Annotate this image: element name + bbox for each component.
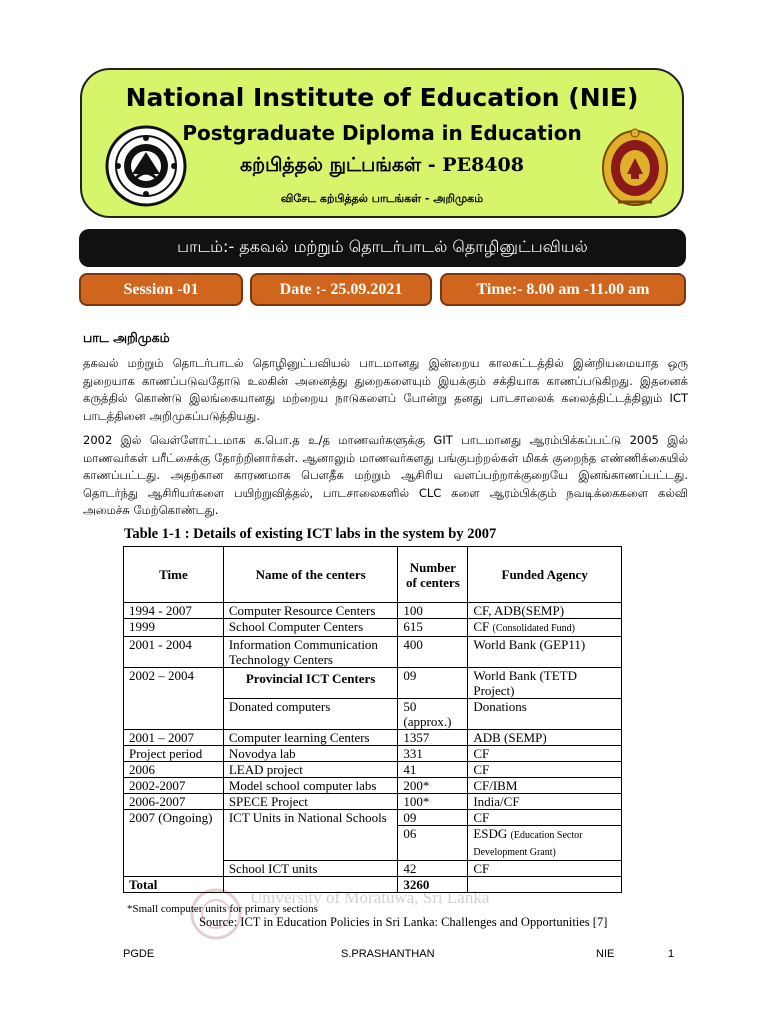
center-name-cell: Information Communication Technology Centers: [223, 637, 398, 668]
agency-cell: ADB (SEMP): [468, 730, 622, 746]
agency-cell: World Bank (TETD Project): [468, 668, 622, 699]
center-name-cell: SPECE Project: [223, 794, 398, 810]
table-row: [124, 794, 622, 810]
number-cell: 200*: [398, 778, 468, 794]
center-name-cell: ICT Units in National Schools: [223, 810, 398, 861]
agency-cell: India/CF: [468, 794, 622, 810]
number-cell: 1357: [398, 730, 468, 746]
agency-text: CF: [473, 619, 490, 634]
table-caption: Table 1-1 : Details of existing ICT labs in the system by 2007: [124, 526, 497, 542]
center-name-cell: School ICT units: [223, 861, 398, 877]
agency-cell: [468, 619, 622, 637]
column-header: Number of centers: [398, 547, 468, 603]
ict-labs-table: [123, 546, 622, 893]
institute-title: National Institute of Education (NIE): [125, 83, 639, 112]
time-cell: Project period: [124, 746, 224, 762]
time-cell: 2006-2007: [124, 794, 224, 810]
agency-cell: CF, ADB(SEMP): [468, 603, 622, 619]
subject-bar: பாடம்:- தகவல் மற்றும் தொடர்பாடல் தொழினுட்பவியல்: [79, 229, 686, 267]
center-name-cell: School Computer Centers: [223, 619, 398, 637]
table-header-row: [124, 547, 622, 603]
agency-cell: CF: [468, 762, 622, 778]
center-name-cell: Donated computers: [223, 699, 398, 730]
center-name-cell: LEAD project: [223, 762, 398, 778]
agency-cell: CF: [468, 746, 622, 762]
number-cell: 331: [398, 746, 468, 762]
number-cell: 100*: [398, 794, 468, 810]
table-row: [124, 746, 622, 762]
agency-text: ESDG: [473, 826, 508, 841]
time-cell: 2002 – 2004: [124, 668, 224, 730]
page-number: 1: [668, 948, 675, 960]
watermark-text: University of Moratuwa, Sri Lanka: [250, 888, 490, 907]
table-row: [124, 778, 622, 794]
agency-note: (Consolidated Fund): [492, 623, 575, 634]
table-row: [124, 810, 622, 826]
center-name-cell: Provincial ICT Centers: [223, 668, 398, 699]
column-header: Time: [124, 547, 224, 603]
section-heading: பாட அறிமுகம்: [83, 330, 170, 345]
time-cell: 1994 - 2007: [124, 603, 224, 619]
column-header: Name of the centers: [223, 547, 398, 603]
footer-author: S.PRASHANTHAN: [341, 948, 435, 960]
program-title: Postgraduate Diploma in Education: [182, 121, 582, 145]
number-cell: 50 (approx.): [398, 699, 468, 730]
table-row: [124, 603, 622, 619]
center-name-cell: Novodya lab: [223, 746, 398, 762]
center-name-cell: Computer Resource Centers: [223, 603, 398, 619]
history-paragraph: 2002 இல் வெள்ளோட்டமாக க.பொ.த உ/த மாணவர்களுக்கு GIT பாடமானது ஆரம்பிக்கப்பட்டு 2005 இல் மாணவர்கள் பரீட்சைக்கு தோற்றினார்கள். ஆனாலும் மாணவர்களது பங்குபற்றல்கள் மிகக் குறைந்த எண்ணிக்கையில் காணப்பட்டது. அதற்கான காரணமாக பௌதீக மற்றும் ஆசிரிய வளப்பற்றாக்குறையே இனங்காணப்பட்டது. தொடர்ந்து ஆசிரியர்களை பயிற்றுவித்தல், பாடசாலைகளில் CLC களை ஆரம்பிக்கும் நவடிக்கைகளை கல்வி அமைச்சு மேற்கொண்டது.: [83, 433, 688, 517]
national-emblem-icon: [600, 126, 670, 208]
agency-cell: [468, 826, 622, 861]
table-row: [124, 637, 622, 668]
time-cell: 2002-2007: [124, 778, 224, 794]
intro-paragraph: தகவல் மற்றும் தொடர்பாடல் தொழினுட்பவியல் பாடமானது இன்றைய காலகட்டத்தில் இன்றியமையாத ஒரு துறையாக காணப்படுவதோடு உலகின் அனைத்து துறைகளையும் இயக்கும் சக்தியாக காணப்படுகிறது. இதனைக் கருத்தில் கொண்டு இலங்கையானது மற்றைய நாடுகளைப் போன்று தனது பாடசாலைக் கலைத்திட்டத்திலும் ICT பாடத்தினை அறிமுகப்படுத்தியது.: [83, 356, 688, 423]
agency-cell: CF: [468, 810, 622, 826]
course-code: கற்பித்தல் நுட்பங்கள் - PE8408: [240, 154, 524, 176]
column-header: Funded Agency: [468, 547, 622, 603]
time-cell: 2007 (Ongoing): [124, 810, 224, 877]
footer-right: NIE: [596, 948, 615, 960]
nie-logo-icon: [104, 124, 188, 208]
agency-cell: CF: [468, 861, 622, 877]
time-cell: 2001 – 2007: [124, 730, 224, 746]
table-footnote: *Small computer units for primary sections: [127, 903, 318, 915]
time-cell: 1999: [124, 619, 224, 637]
session-badge: Session -01: [79, 273, 243, 306]
table-row: [124, 668, 622, 699]
table-row: [124, 619, 622, 637]
module-title: விசேட கற்பித்தல் பாடங்கள் - அறிமுகம்: [280, 192, 484, 205]
center-name-cell: Model school computer labs: [223, 778, 398, 794]
agency-cell: CF/IBM: [468, 778, 622, 794]
number-cell: 41: [398, 762, 468, 778]
table-row: [124, 730, 622, 746]
number-cell: 42: [398, 861, 468, 877]
total-label-cell: Total: [124, 877, 224, 893]
time-cell: 2001 - 2004: [124, 637, 224, 668]
number-cell: 400: [398, 637, 468, 668]
agency-note: (Education Sector Development Grant): [473, 830, 583, 858]
total-number-cell: 3260: [398, 877, 468, 893]
table-source: Source: ICT in Education Policies in Sri Lanka: Challenges and Opportunities [7]: [199, 915, 608, 929]
time-cell: 2006: [124, 762, 224, 778]
time-badge: Time:- 8.00 am -11.00 am: [440, 273, 686, 306]
center-name-cell: Computer learning Centers: [223, 730, 398, 746]
number-cell: 09: [398, 668, 468, 699]
agency-cell: World Bank (GEP11): [468, 637, 622, 668]
footer-left: PGDE: [123, 948, 155, 960]
number-cell: 09: [398, 810, 468, 826]
table-row: [124, 762, 622, 778]
number-cell: 100: [398, 603, 468, 619]
number-cell: 06: [398, 826, 468, 861]
date-badge: Date :- 25.09.2021: [250, 273, 432, 306]
agency-cell: Donations: [468, 699, 622, 730]
number-cell: 615: [398, 619, 468, 637]
